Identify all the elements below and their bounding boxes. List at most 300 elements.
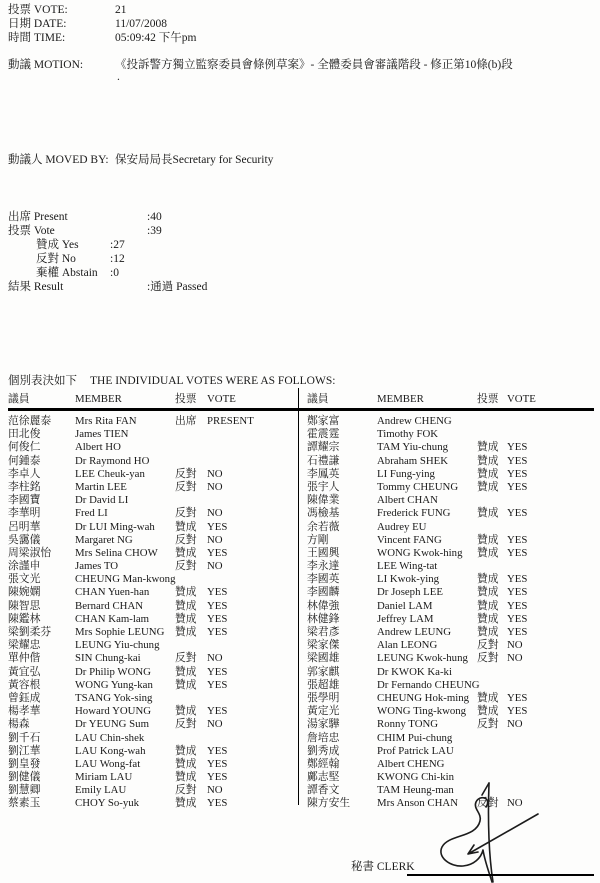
member-name-cn: 劉健儀 (8, 771, 41, 784)
member-vote-cn: 贊成 (477, 599, 499, 612)
vote-row (8, 679, 294, 692)
member-vote-en: YES (507, 573, 528, 586)
member-name-en: CHIM Pui-chung (377, 731, 453, 744)
vote-row (307, 534, 596, 547)
member-vote-en: YES (207, 599, 228, 612)
vote-meta-block (8, 3, 592, 45)
vote-row (8, 547, 294, 560)
member-name-cn: 李華明 (8, 507, 41, 520)
member-name-cn: 李卓人 (8, 467, 41, 480)
table-header-row (8, 392, 294, 415)
vote-row (307, 428, 596, 441)
member-vote-en: YES (207, 705, 228, 718)
vote-row (307, 521, 596, 534)
member-name-cn: 楊森 (8, 718, 30, 731)
member-name-en: Fred LI (75, 507, 108, 520)
member-name-en: Mrs Sophie LEUNG (75, 626, 165, 638)
member-vote-cn (175, 455, 207, 468)
col-member-cn: 議員 (8, 393, 30, 405)
member-name-en: LAU Kong-wah (75, 744, 146, 757)
member-name-en: Dr David LI (75, 494, 129, 507)
member-name-cn: 涂謹申 (8, 560, 41, 573)
vote-row (307, 600, 596, 613)
vote-row (8, 455, 294, 468)
member-vote-cn: 反對 (175, 784, 197, 797)
vote-row (307, 705, 596, 718)
member-name-en: WONG Kwok-hing (377, 546, 463, 559)
member-name-cn: 王國興 (307, 546, 340, 559)
member-name-en: Mrs Anson CHAN (377, 797, 458, 810)
member-name-cn: 梁耀忠 (8, 639, 41, 652)
member-name-en: Timothy FOK (377, 428, 439, 441)
member-name-cn: 陳婉嫻 (8, 586, 41, 599)
member-name-cn: 石禮謙 (307, 454, 340, 467)
time-row (8, 31, 592, 45)
member-name-en: Dr YEUNG Sum (75, 718, 149, 731)
moved-by-row (8, 153, 590, 167)
member-name-cn: 馮檢基 (307, 507, 340, 520)
member-vote-en (207, 441, 294, 454)
member-name-en: Bernard CHAN (75, 599, 144, 612)
member-vote-cn: 贊成 (175, 626, 197, 638)
yes-label: 贊成 Yes (36, 239, 79, 251)
vote-row (307, 547, 596, 560)
member-vote-cn: 反對 (477, 797, 499, 810)
abstain-count: :0 (110, 267, 119, 279)
member-vote-cn: 反對 (477, 718, 499, 731)
col-vote-cn: 投票 (477, 393, 499, 405)
member-vote-en (207, 732, 294, 745)
member-name-en: Mrs Selina CHOW (75, 546, 158, 559)
no-count: :12 (110, 253, 125, 265)
member-vote-en: YES (507, 705, 528, 718)
member-vote-cn: 贊成 (175, 744, 197, 757)
vote-row (307, 745, 596, 758)
member-name-cn: 單仲偕 (8, 652, 41, 665)
yes-count-row (8, 238, 288, 252)
member-name-en: KWONG Chi-kin (377, 771, 455, 784)
member-name-en: Audrey EU (377, 520, 427, 533)
member-name-cn: 周梁淑怡 (8, 546, 52, 559)
member-name-cn: 方剛 (307, 533, 329, 546)
member-name-en: Frederick FUNG (377, 507, 451, 520)
member-name-en: LAU Wong-fat (75, 757, 141, 770)
member-name-cn: 陳方安生 (307, 797, 351, 810)
member-vote-cn: 反對 (175, 480, 197, 493)
member-vote-en: NO (207, 560, 223, 573)
vote-row (8, 428, 294, 441)
motion-text: 《投訴警方獨立監察委員會條例草案》- 全體委員會審議階段 - 修正第10條(b)段 (115, 59, 513, 71)
member-name-cn: 劉皇發 (8, 757, 41, 770)
vote-summary-block (8, 210, 288, 294)
member-name-cn: 吳靄儀 (8, 533, 41, 546)
member-vote-cn: 反對 (175, 652, 197, 665)
member-vote-en: NO (207, 507, 223, 520)
member-vote-cn (175, 441, 207, 454)
member-name-cn: 李鳳英 (307, 467, 340, 480)
member-vote-cn: 反對 (477, 639, 499, 652)
vote-row (307, 455, 596, 468)
member-name-en: Jeffrey LAM (377, 612, 434, 625)
member-vote-cn: 反對 (175, 467, 197, 480)
member-vote-cn: 贊成 (477, 467, 499, 480)
member-name-cn: 曾鈺成 (8, 691, 41, 704)
member-vote-cn: 反對 (175, 507, 197, 520)
vote-count-label: 投票 Vote (8, 225, 55, 237)
member-vote-cn (175, 732, 207, 745)
member-vote-en: YES (507, 546, 528, 559)
member-name-cn: 劉秀成 (307, 744, 340, 757)
member-name-en: Dr Philip WONG (75, 665, 151, 678)
no-count-row (8, 252, 288, 266)
vote-count-value: :39 (147, 225, 162, 237)
present-label: 出席 Present (8, 211, 68, 223)
vote-row (8, 600, 294, 613)
vote-row (8, 705, 294, 718)
member-name-en: CHAN Kam-lam (75, 612, 150, 625)
member-name-en: Vincent FANG (377, 533, 442, 546)
member-name-en: James TO (75, 560, 119, 573)
member-vote-cn (477, 415, 507, 428)
member-name-cn: 梁國雄 (307, 652, 340, 665)
member-vote-cn (477, 521, 507, 534)
member-vote-en (207, 455, 294, 468)
member-vote-en: YES (207, 665, 228, 678)
member-name-en: LAU Chin-shek (75, 731, 145, 744)
member-name-cn: 何鍾泰 (8, 454, 41, 467)
result-label: 結果 Result (8, 281, 64, 293)
col-member-en: MEMBER (377, 393, 424, 405)
vote-row (8, 560, 294, 573)
vote-row (307, 507, 596, 520)
member-vote-en: YES (507, 612, 528, 625)
member-name-cn: 黃宜弘 (8, 665, 41, 678)
time-label: 時間 TIME: (8, 32, 66, 44)
vote-row (307, 494, 596, 507)
date-row (8, 17, 592, 31)
individual-votes-heading-en: THE INDIVIDUAL VOTES WERE AS FOLLOWS: (90, 375, 336, 387)
member-vote-en (507, 745, 596, 758)
vote-row (8, 797, 294, 810)
member-name-cn: 李國英 (307, 573, 340, 586)
member-vote-en: NO (507, 718, 523, 731)
member-name-en: Margaret NG (75, 533, 133, 546)
member-name-en: Albert CHENG (377, 757, 445, 770)
member-name-cn: 田北俊 (8, 428, 41, 441)
clerk-signature-icon (428, 770, 550, 883)
member-name-en: Abraham SHEK (377, 454, 449, 467)
date-label: 日期 DATE: (8, 18, 67, 30)
member-vote-en: YES (207, 626, 228, 638)
member-name-en: LEE Cheuk-yan (75, 467, 145, 480)
member-vote-cn: 贊成 (175, 612, 197, 625)
member-vote-en: NO (207, 480, 223, 493)
vote-row (8, 507, 294, 520)
member-name-en: Ronny TONG (377, 718, 439, 731)
member-name-cn: 張學明 (307, 691, 340, 704)
vote-row (307, 718, 596, 731)
member-vote-en: YES (507, 441, 528, 454)
vote-row (307, 573, 596, 586)
member-name-cn: 梁劉柔芬 (8, 626, 52, 638)
member-name-cn: 陳偉業 (307, 494, 340, 507)
vote-row (8, 758, 294, 771)
member-name-en: Tommy CHEUNG (377, 480, 459, 493)
clerk-signature-line (407, 874, 594, 876)
member-vote-cn: 贊成 (477, 691, 499, 704)
member-vote-cn: 贊成 (477, 546, 499, 559)
member-vote-cn: 贊成 (175, 546, 197, 559)
col-vote-cn: 投票 (175, 393, 197, 405)
member-name-cn: 陳智思 (8, 599, 41, 612)
member-name-cn: 李國寶 (8, 494, 41, 507)
member-name-en: Dr Fernando CHEUNG (377, 678, 480, 691)
time-value: 05:09:42 下午pm (115, 32, 197, 44)
member-vote-cn: 贊成 (175, 665, 197, 678)
vote-row (307, 560, 596, 573)
member-name-cn: 譚香文 (307, 784, 340, 797)
member-vote-cn: 反對 (175, 533, 197, 546)
member-vote-cn: 反對 (477, 652, 499, 665)
member-name-en: Albert HO (75, 441, 121, 454)
col-vote-en: VOTE (507, 393, 536, 405)
member-vote-cn: 贊成 (477, 441, 499, 454)
member-vote-cn: 反對 (175, 560, 197, 573)
member-vote-en: YES (507, 626, 528, 638)
member-vote-en: PRESENT (207, 415, 254, 427)
member-name-cn: 林偉強 (307, 599, 340, 612)
member-name-en: CHEUNG Man-kwong (75, 573, 176, 586)
member-name-cn: 楊孝華 (8, 705, 41, 718)
vote-row (8, 481, 294, 494)
member-vote-en: NO (207, 533, 223, 546)
member-name-en: Martin LEE (75, 480, 127, 493)
member-vote-cn: 贊成 (477, 573, 499, 586)
member-name-cn: 鄭家富 (307, 415, 340, 427)
member-vote-cn (175, 573, 207, 586)
member-vote-en: NO (507, 797, 523, 810)
member-vote-cn (175, 639, 207, 652)
member-vote-cn (477, 679, 507, 692)
member-name-en: Alan LEONG (377, 639, 438, 652)
member-vote-en (507, 666, 596, 679)
member-name-en: Emily LAU (75, 784, 127, 797)
clerk-label: 秘書 CLERK (351, 861, 415, 873)
member-vote-cn: 贊成 (477, 612, 499, 625)
member-name-en: Andrew LEUNG (377, 626, 452, 638)
member-name-cn: 劉千石 (8, 731, 41, 744)
vote-row (307, 732, 596, 745)
vote-row (307, 626, 596, 639)
vote-number-value: 21 (115, 4, 127, 16)
vote-row (8, 415, 294, 428)
member-name-en: TAM Heung-man (377, 784, 454, 797)
abstain-label: 棄權 Abstain (36, 267, 98, 279)
member-name-en: CHEUNG Hok-ming (377, 691, 470, 704)
member-vote-en: YES (207, 771, 228, 784)
member-vote-en: YES (207, 520, 228, 533)
vote-row (8, 626, 294, 639)
vote-row (8, 494, 294, 507)
member-name-cn: 范徐麗泰 (8, 415, 52, 427)
member-vote-en: YES (207, 797, 228, 810)
member-vote-en (207, 639, 294, 652)
member-name-cn: 李永達 (307, 560, 340, 573)
member-name-en: Miriam LAU (75, 771, 133, 784)
member-vote-en: NO (207, 652, 223, 665)
member-name-en: Mrs Rita FAN (75, 415, 137, 427)
member-vote-cn: 贊成 (477, 507, 499, 520)
member-name-en: LEE Wing-tat (377, 560, 438, 573)
moved-by-label: 動議人 MOVED BY: (8, 154, 109, 166)
vote-row (8, 521, 294, 534)
member-name-en: Albert CHAN (377, 494, 438, 507)
member-name-en: WONG Yung-kan (75, 678, 153, 691)
member-vote-cn: 反對 (175, 718, 197, 731)
member-vote-en (507, 494, 596, 507)
member-vote-cn: 贊成 (175, 757, 197, 770)
member-vote-cn (477, 732, 507, 745)
member-vote-en: YES (207, 546, 228, 559)
col-vote-en: VOTE (207, 393, 236, 405)
member-vote-cn (175, 692, 207, 705)
vote-row (8, 441, 294, 454)
member-name-en: CHOY So-yuk (75, 797, 140, 810)
member-name-en: SIN Chung-kai (75, 652, 141, 665)
vote-row (307, 692, 596, 705)
member-vote-en (507, 415, 596, 428)
member-vote-en (507, 428, 596, 441)
vote-row (8, 534, 294, 547)
vote-row (307, 586, 596, 599)
individual-votes-heading-cn: 個別表決如下 (8, 375, 77, 387)
member-vote-en (507, 521, 596, 534)
member-vote-en (507, 679, 596, 692)
vote-row (307, 666, 596, 679)
vote-row (8, 718, 294, 731)
member-vote-en (207, 428, 294, 441)
member-vote-cn (175, 494, 207, 507)
member-vote-cn: 贊成 (175, 705, 197, 718)
member-vote-en (207, 692, 294, 705)
member-vote-cn (477, 745, 507, 758)
member-vote-cn: 贊成 (175, 599, 197, 612)
motion-label: 動議 MOTION: (8, 59, 84, 71)
vote-table-right (307, 392, 596, 811)
vote-number-row (8, 3, 592, 17)
vote-row (307, 441, 596, 454)
member-vote-en: YES (507, 599, 528, 612)
member-vote-en (207, 494, 294, 507)
result-value: :通過 Passed (147, 281, 208, 293)
vote-count-row (8, 224, 288, 238)
member-vote-cn: 贊成 (477, 705, 499, 718)
member-name-en: Prof Patrick LAU (377, 744, 454, 757)
member-vote-en: YES (207, 612, 228, 625)
vote-row (307, 481, 596, 494)
vote-number-label: 投票 VOTE: (8, 4, 68, 16)
member-vote-en: YES (507, 533, 528, 546)
member-vote-en: YES (507, 691, 528, 704)
vote-row (8, 732, 294, 745)
member-name-cn: 林健鋒 (307, 612, 340, 625)
member-name-en: James TIEN (75, 428, 129, 441)
member-name-cn: 郭家麒 (307, 665, 340, 678)
member-name-en: WONG Ting-kwong (377, 705, 467, 718)
col-member-cn: 議員 (307, 393, 329, 405)
result-row (8, 280, 288, 294)
member-name-cn: 詹培忠 (307, 731, 340, 744)
individual-votes-heading (8, 374, 335, 388)
member-vote-en: YES (207, 586, 228, 599)
member-name-cn: 李柱銘 (8, 480, 41, 493)
member-name-cn: 呂明華 (8, 520, 41, 533)
member-name-cn: 梁家傑 (307, 639, 340, 652)
vote-row (307, 468, 596, 481)
member-name-cn: 劉慧卿 (8, 784, 41, 797)
member-name-cn: 張文光 (8, 573, 41, 586)
moved-by-value: 保安局局長Secretary for Security (115, 154, 274, 166)
present-row (8, 210, 288, 224)
member-name-en: Dr LUI Ming-wah (75, 520, 155, 533)
member-name-en: CHAN Yuen-han (75, 586, 150, 599)
individual-votes-table (0, 392, 600, 810)
member-vote-cn (477, 560, 507, 573)
vote-row (8, 784, 294, 797)
vote-row (307, 679, 596, 692)
member-name-en: Dr Raymond HO (75, 454, 150, 467)
member-name-cn: 陳鑑林 (8, 612, 41, 625)
member-name-cn: 湯家驊 (307, 718, 340, 731)
date-value: 11/07/2008 (115, 18, 167, 30)
member-name-cn: 張宇人 (307, 480, 340, 493)
member-name-en: LEUNG Kwok-hung (377, 652, 468, 665)
vote-row (8, 613, 294, 626)
member-name-cn: 霍震霆 (307, 428, 340, 441)
member-vote-en: YES (507, 586, 528, 599)
motion-row (8, 58, 590, 72)
member-vote-en (507, 560, 596, 573)
vote-row (8, 666, 294, 679)
member-vote-cn: 贊成 (477, 586, 499, 599)
member-name-cn: 黃容根 (8, 678, 41, 691)
member-name-en: Andrew CHENG (377, 415, 452, 427)
member-vote-en: NO (207, 718, 223, 731)
no-label: 反對 No (36, 253, 76, 265)
member-name-cn: 譚耀宗 (307, 441, 340, 454)
member-vote-en: NO (207, 784, 223, 797)
member-name-cn: 鄭經翰 (307, 757, 340, 770)
member-vote-cn: 贊成 (477, 533, 499, 546)
member-name-cn: 何俊仁 (8, 441, 41, 454)
member-vote-cn: 贊成 (175, 771, 197, 784)
member-vote-cn (477, 666, 507, 679)
member-vote-cn (175, 428, 207, 441)
col-member-en: MEMBER (75, 393, 122, 405)
member-vote-cn: 贊成 (175, 678, 197, 691)
member-vote-en: YES (507, 467, 528, 480)
member-name-cn: 梁君彥 (307, 626, 340, 638)
member-vote-cn: 贊成 (477, 454, 499, 467)
member-name-cn: 李國麟 (307, 586, 340, 599)
member-vote-en (207, 573, 294, 586)
member-vote-cn: 出席 (175, 415, 197, 427)
vote-row (8, 573, 294, 586)
member-name-en: TSANG Yok-sing (75, 691, 153, 704)
member-vote-en: YES (207, 744, 228, 757)
member-vote-cn: 贊成 (175, 586, 197, 599)
member-name-en: Dr KWOK Ka-ki (377, 665, 452, 678)
